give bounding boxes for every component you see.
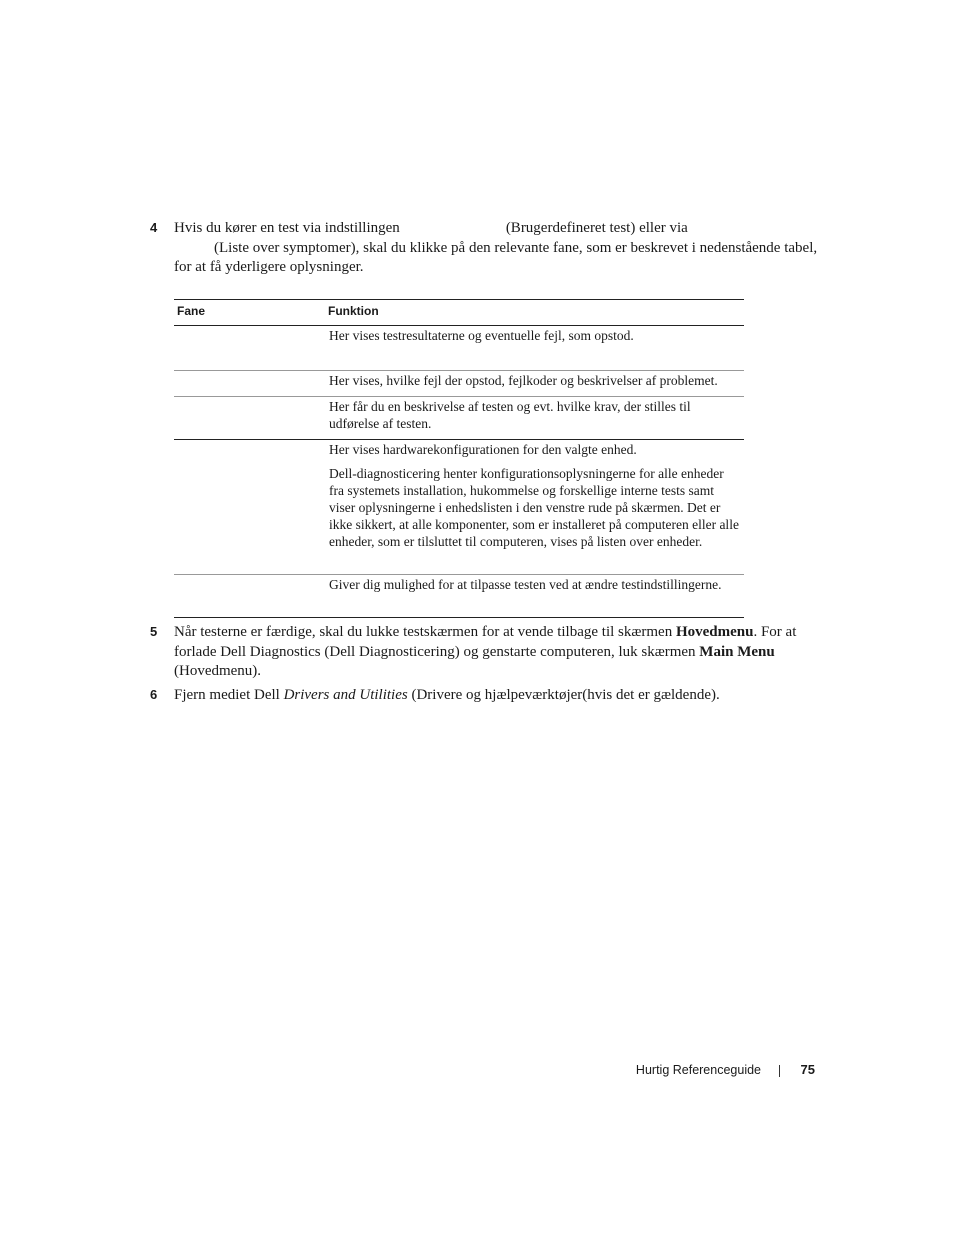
funktion-cell xyxy=(325,397,744,440)
table-row xyxy=(174,371,744,397)
funktion-text: Dell-diagnosticering henter konfigurationsoplysningerne for alle enheder fra systemets installation, hukommelse og forskellige interne tests samt viser oplysningerne i enhedslisten i den venstre rude på skærmen. Det er ikke sikkert, at alle komponenter, som er installeret på computeren eller alle enheder, som er tilsluttet til computeren, vises på listen over enheder. xyxy=(329,466,739,549)
fane-cell xyxy=(174,440,325,575)
table-row xyxy=(174,397,744,440)
table-row xyxy=(174,575,744,618)
step-4-part1: Hvis du kører en test via indstillingen xyxy=(174,220,400,236)
step-4-part2: (Brugerdefineret test) eller via xyxy=(505,220,688,236)
step-5-part3: (Hovedmenu). xyxy=(174,663,262,679)
funktion-text: Her vises, hvilke fejl der opstod, fejlkoder og beskrivelser af problemet. xyxy=(329,373,718,388)
footer-separator xyxy=(779,1065,780,1077)
funktion-text: Her vises hardwarekonfigurationen for den valgte enhed. xyxy=(329,442,637,457)
fane-cell xyxy=(174,371,325,397)
step-text xyxy=(174,219,820,278)
fane-cell xyxy=(174,326,325,371)
header-funktion: Funktion xyxy=(325,300,744,326)
table-row xyxy=(174,326,744,371)
step-text xyxy=(174,686,820,706)
funktion-cell xyxy=(325,440,744,575)
hovedmenu-term: Hovedmenu xyxy=(675,624,754,640)
funktion-text: Giver dig mulighed for at tilpasse testen ved at ændre testindstillingerne. xyxy=(329,577,722,592)
step-6-part1: Fjern mediet Dell xyxy=(174,687,280,703)
footer-title: Hurtig Referenceguide xyxy=(635,1063,761,1077)
main-menu-term: Main Menu xyxy=(699,643,775,660)
step-5-part2: . For at forlade Dell Diagnostics (Dell Diagnosticering) og genstarte computeren, luk skærmen xyxy=(174,624,797,660)
step-4-part3: (Liste over symptomer), skal du klikke på den relevante fane, som er beskrevet i nedenstående tabel, for at få yderligere oplysninger. xyxy=(174,239,818,275)
drivers-utilities-term: Drivers and Utilities xyxy=(283,687,408,703)
header-fane: Fane xyxy=(174,300,325,326)
fane-cell xyxy=(174,575,325,618)
fane-cell xyxy=(174,397,325,440)
step-number: 5 xyxy=(150,624,158,639)
funktion-text: Her får du en beskrivelse af testen og evt. hvilke krav, der stilles til udførelse af testen. xyxy=(329,399,691,431)
step-number: 6 xyxy=(150,687,158,702)
funktion-cell xyxy=(325,371,744,397)
funktion-cell xyxy=(325,326,744,371)
step-text xyxy=(174,623,820,682)
step-5-part1: Når testerne er færdige, skal du lukke testskærmen for at vende tilbage til skærmen xyxy=(174,624,673,640)
table-row xyxy=(174,440,744,575)
tab-reference-table xyxy=(174,299,744,618)
funktion-text: Her vises testresultaterne og eventuelle fejl, som opstod. xyxy=(329,328,634,343)
step-6-part2: (Drivere og hjælpeværktøjer(hvis det er gældende). xyxy=(411,687,720,703)
page-footer xyxy=(600,1062,815,1080)
page-number: 75 xyxy=(800,1062,815,1077)
step-number: 4 xyxy=(150,220,158,235)
funktion-cell xyxy=(325,575,744,618)
table-header-row xyxy=(174,300,744,326)
